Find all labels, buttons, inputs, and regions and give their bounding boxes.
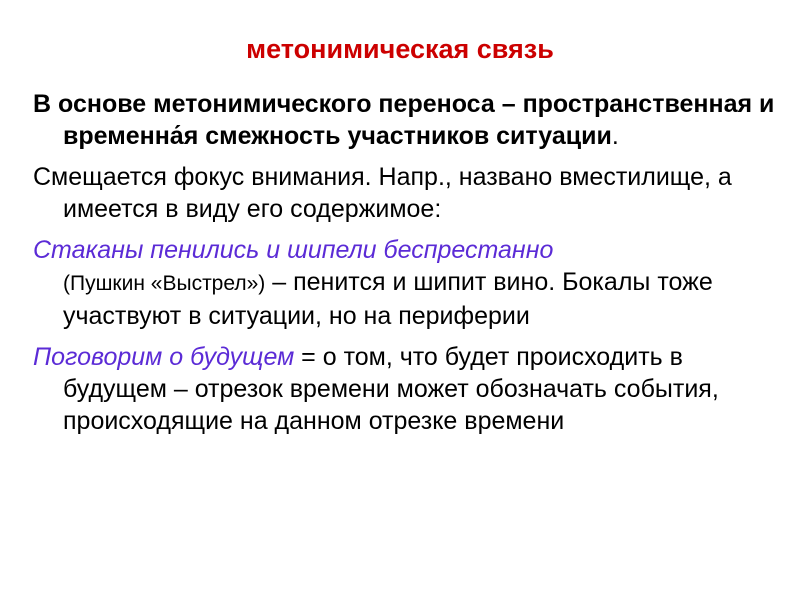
example-source: (Пушкин «Выстрел») xyxy=(63,272,266,295)
example-future-explanation: = о том, что будет происходить в будущем – отрезок времени может обозначать события, происходящие на данном отрезке времени xyxy=(63,343,719,435)
paragraph-focus-shift xyxy=(33,161,778,225)
example-glasses-explanation: – пенится и шипит вино. Бокалы тоже участвуют в ситуации, но на периферии xyxy=(63,268,713,330)
paragraph-metonymy-basis-text: В основе метонимического переноса – пространственная и временна́я смежность участников ситуации xyxy=(33,90,775,150)
paragraph-metonymy-basis xyxy=(33,88,778,152)
example-glasses: Стаканы пенились и шипели беспрестанно xyxy=(33,236,554,264)
paragraph-period: . xyxy=(611,122,619,150)
paragraph-example-future xyxy=(33,341,778,437)
example-future: Поговорим о будущем xyxy=(33,343,295,371)
paragraph-focus-shift-text: Смещается фокус внимания. Напр., названо вместилище, а имеется в виду его содержимое: xyxy=(33,163,732,223)
slide-body xyxy=(33,88,778,446)
paragraph-example-glasses xyxy=(33,234,778,332)
slide-title: метонимическая связь xyxy=(246,34,554,64)
